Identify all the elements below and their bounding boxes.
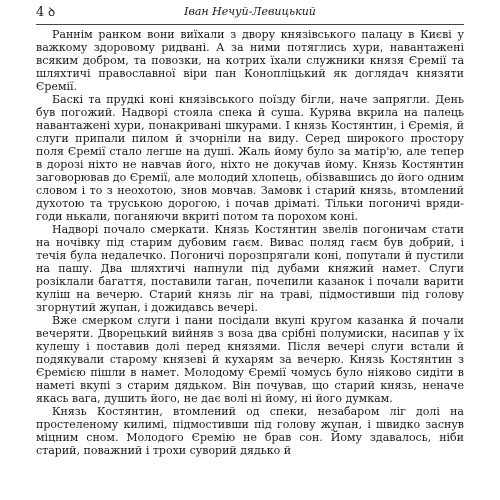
text-body xyxy=(36,28,464,457)
paragraph: Раннім ранком вони виїхали з двору князівського палацу в Києві у важкому здоровому ридвані. А за ними потяглись хури, навантажені всяким добром, та повозки, на котрих їхали служники князя Єремії та шляхтичі православної віри пан Конопліцький як доглядач князяти Єремії. xyxy=(36,28,464,93)
paragraph: Надворі почало смеркати. Князь Костянтин звелів погоничам стати на ночівку під старим дубовим гаєм. Вивас поляд гаєм був добрий, і течія була недалечко. Погоничі порозпрягали коні, попутали й пустили на пашу. Два шляхтичі напнули під дубами княжий намет. Слуги розіклали багаття, поставили таган, почепили казанок і почали варити куліш на вечерю. Старий князь ліг на траві, підмостивши під голову згорнутий жупан, і дожидавсь вечері. xyxy=(36,223,464,314)
paragraph: Князь Костянтин, втомлений од спеки, незабаром ліг долі на простеленому килимі, підмостивши під голову жупан, і швидко заснув міцним сном. Молодого Єремію не брав сон. Йому здавалось, ніби старий, поважний і трохи суворий дядько й xyxy=(36,405,464,457)
running-title: Іван Нечуй-Левицький xyxy=(184,5,316,18)
paragraph: Вже смерком слуги і пани посідали вкупі кругом казанка й почали вечеряти. Дворецький вийняв з воза два срібні полумиски, насипав у їх кулешу і поставив долі перед князями. Після вечері слуги встали й подякували старому князеві й кухарям за вечерю. Князь Костянтин з Єремією пішли в намет. Молодому Єремії чомусь було ніяково сидіти в наметі вкупі з старим дядьком. Він почував, що старий князь, неначе якась вага, душить його, не дає волі ні йому, ні його думкам. xyxy=(36,314,464,405)
ornament-icon: ꝺ xyxy=(48,5,56,19)
header-rule xyxy=(36,24,464,25)
page-number: 4 xyxy=(36,5,45,20)
page-header xyxy=(0,0,500,24)
paragraph: Баскі та прудкі коні князівського поїзду бігли, наче запрягли. День був погожий. Надворі стояла спека й суша. Курява вкрила на палець навантажені хури, понакривані шкурами. І князь Костянтин, і Єремія, й слуги припали пилом й зчорніли на виду. Серед широкого простору поля Єремії стало легше на душі. Жаль йому було за матір'ю, але тепер в дорозі ніхто не навчав його, ніхто не докучав йому. Князь Костянтин заговорював до Єремії, але молодий хлопець, обізвавшись до його одним словом і то з неохотою, знов мовчав. Замовк і старий князь, втомлений духотою та труською дорогою, і почав дріматі. Тільки погоничі вряди-годи нькали, поганяючи вкриті потом та порохом коні. xyxy=(36,93,464,223)
